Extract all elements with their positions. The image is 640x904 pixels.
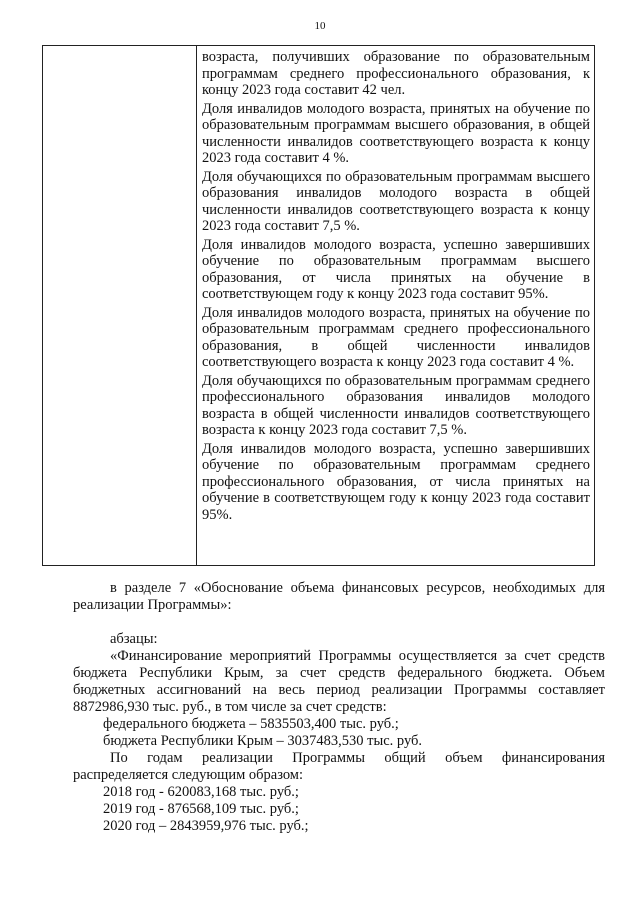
year-line: 2019 год - 876568,109 тыс. руб.; — [103, 801, 299, 817]
table-paragraph: возраста, получивших образование по образовательным программам среднего профессионального образования, к концу 2023 года составит 42 чел. — [202, 49, 590, 98]
year-line: 2018 год - 620083,168 тыс. руб.; — [103, 784, 299, 800]
table-paragraph: Доля инвалидов молодого возраста, успешно завершивших обучение по образовательным программам среднего профессионального образования, от числа принятых на обучение в соответствующем году к концу 2023 года составит 95%. — [202, 440, 590, 523]
page-number: 10 — [314, 20, 326, 32]
section-intro: в разделе 7 «Обоснование объема финансовых ресурсов, необходимых для реализации Программы»: — [73, 580, 605, 613]
table-paragraph: Доля инвалидов молодого возраста, принятых на обучение по образовательным программам высшего образования, в общей численности инвалидов соответствующего возраста к концу 2023 года составит 4 %. — [202, 100, 590, 166]
table — [42, 45, 595, 566]
federal-budget-line: федерального бюджета – 5835503,400 тыс. руб.; — [103, 716, 399, 732]
table-paragraph: Доля инвалидов молодого возраста, успешно завершивших обучение по образовательным программам высшего образования, от числа принятых на обучение в соответствующем году к концу 2023 года составит 95%. — [202, 236, 590, 302]
crimea-budget-line: бюджета Республики Крым – 3037483,530 тыс. руб. — [103, 733, 423, 749]
body-text — [73, 580, 605, 835]
paragraphs-label: абзацы: — [110, 631, 158, 647]
table-paragraph: Доля обучающихся по образовательным программам среднего профессионального образования инвалидов молодого возраста в общей численности инвалидов соответствующего возраста к концу 2023 года составит 7,5 %. — [202, 372, 590, 438]
spacer — [73, 614, 605, 631]
table-cell-right — [202, 49, 590, 525]
table-paragraph: Доля инвалидов молодого возраста, принятых на обучение по образовательным программам среднего профессионального образования, в общей численности инвалидов соответствующего возраста к концу 2023 года составит 4 %. — [202, 304, 590, 370]
financing-text: «Финансирование мероприятий Программы осуществляется за счет средств бюджета Республики Крым, за счет средств федерального бюджета. Объем бюджетных ассигнований на весь период реализации Программы составляет 8872986,930 тыс. руб., в том числе за счет средств: — [73, 648, 605, 715]
table-paragraph: Доля обучающихся по образовательным программам высшего образования инвалидов молодого возраста в общей численности инвалидов соответствующего возраста к концу 2023 года составит 7,5 %. — [202, 168, 590, 234]
distribution-text: По годам реализации Программы общий объем финансирования распределяется следующим образом: — [73, 750, 605, 783]
table-column-divider — [196, 46, 197, 565]
year-line: 2020 год – 2843959,976 тыс. руб.; — [103, 818, 309, 834]
